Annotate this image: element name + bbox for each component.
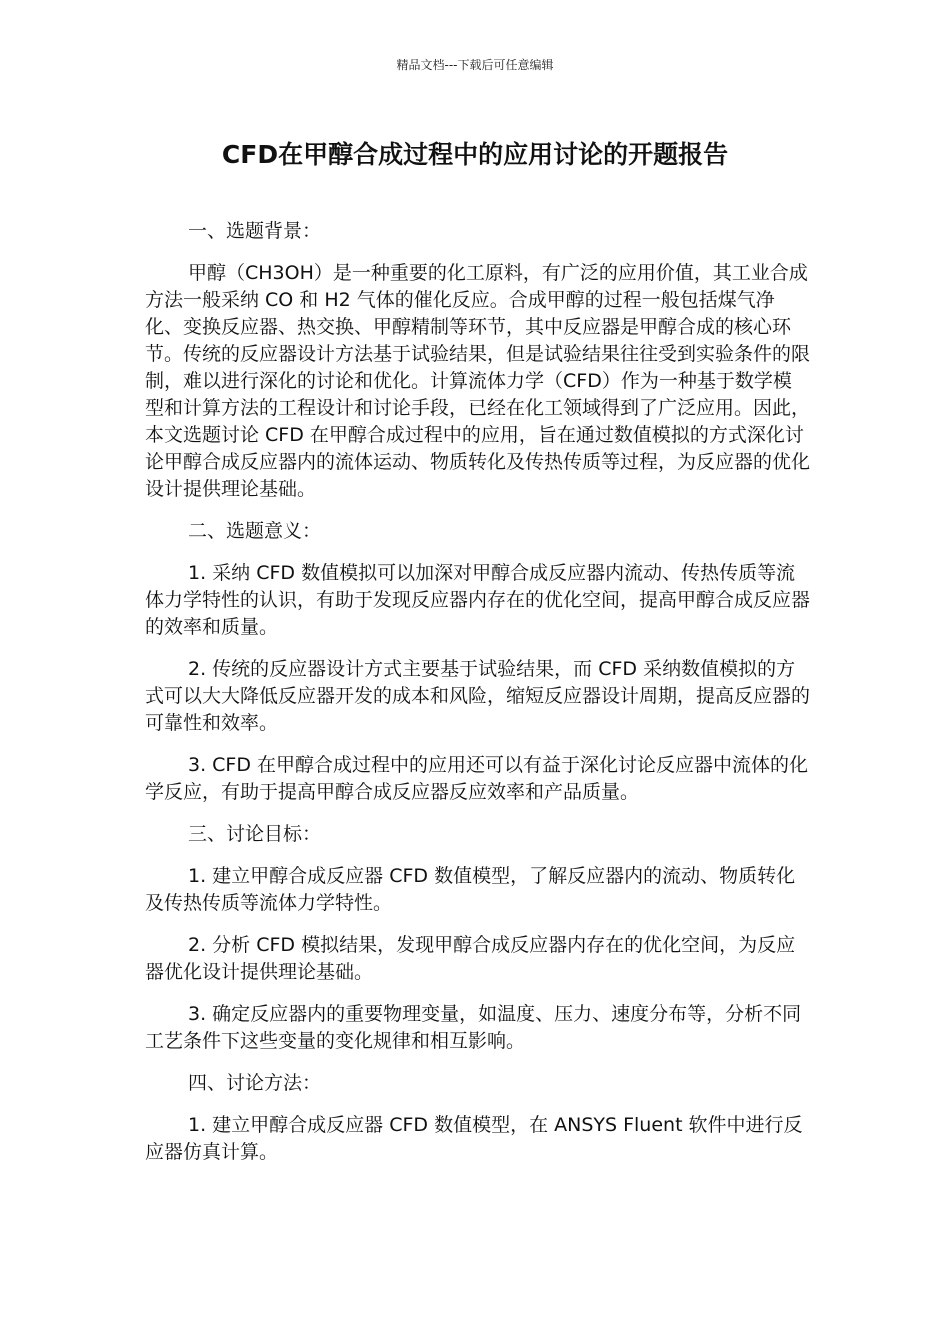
section-heading: 四、讨论方法： (188, 1072, 322, 1094)
section-heading: 三、讨论目标： (188, 823, 322, 845)
section-methods (145, 1070, 810, 1166)
list-paragraph: 1. 建立甲醇合成反应器 CFD 数值模型，了解反应器内的流动、物质转化及传热传质等流体力学特性。 (145, 865, 796, 914)
list-paragraph: 3. 确定反应器内的重要物理变量，如温度、压力、速度分布等，分析不同工艺条件下这些变量的变化规律和相互影响。 (145, 1003, 802, 1052)
list-paragraph: 2. 分析 CFD 模拟结果，发现甲醇合成反应器内存在的优化空间，为反应器优化设计提供理论基础。 (145, 934, 796, 983)
section-significance (145, 518, 810, 806)
section-background (145, 218, 810, 503)
document-body (145, 218, 810, 1181)
list-paragraph: 2. 传统的反应器设计方式主要基于试验结果，而 CFD 采纳数值模拟的方式可以大大降低反应器开发的成本和风险，缩短反应器设计周期，提高反应器的可靠性和效率。 (145, 658, 811, 734)
page-header-watermark: 精品文档---下载后可任意编辑 (396, 58, 554, 72)
list-paragraph: 1. 建立甲醇合成反应器 CFD 数值模型，在 ANSYS Fluent 软件中进行反应器仿真计算。 (145, 1114, 803, 1163)
section-objectives (145, 821, 810, 1055)
section-heading: 二、选题意义： (188, 520, 322, 542)
list-paragraph: 1. 采纳 CFD 数值模拟可以加深对甲醇合成反应器内流动、传热传质等流体力学特性的认识，有助于发现反应器内存在的优化空间，提高甲醇合成反应器的效率和质量。 (145, 562, 811, 638)
document-title: CFD在甲醇合成过程中的应用讨论的开题报告 (221, 140, 729, 169)
list-paragraph: 3. CFD 在甲醇合成过程中的应用还可以有益于深化讨论反应器中流体的化学反应，有助于提高甲醇合成反应器反应效率和产品质量。 (145, 754, 809, 803)
section-heading: 一、选题背景： (188, 220, 322, 242)
body-paragraph: 甲醇（CH3OH）是一种重要的化工原料，有广泛的应用价值，其工业合成方法一般采纳 CO 和 H2 气体的催化反应。合成甲醇的过程一般包括煤气净化、变换反应器、热交换、甲醇精制等环节，其中反应器是甲醇合成的核心环节。传统的反应器设计方法基于试验结果，但是试验结果往往受到实验条件的限制，难以进行深化的讨论和优化。计算流体力学（CFD）作为一种基于数学模型和计算方法的工程设计和讨论手段，已经在化工领域得到了广泛应用。因此，本文选题讨论 CFD 在甲醇合成过程中的应用，旨在通过数值模拟的方式深化讨论甲醇合成反应器内的流体运动、物质转化及传热传质等过程，为反应器的优化设计提供理论基础。 (145, 262, 811, 500)
